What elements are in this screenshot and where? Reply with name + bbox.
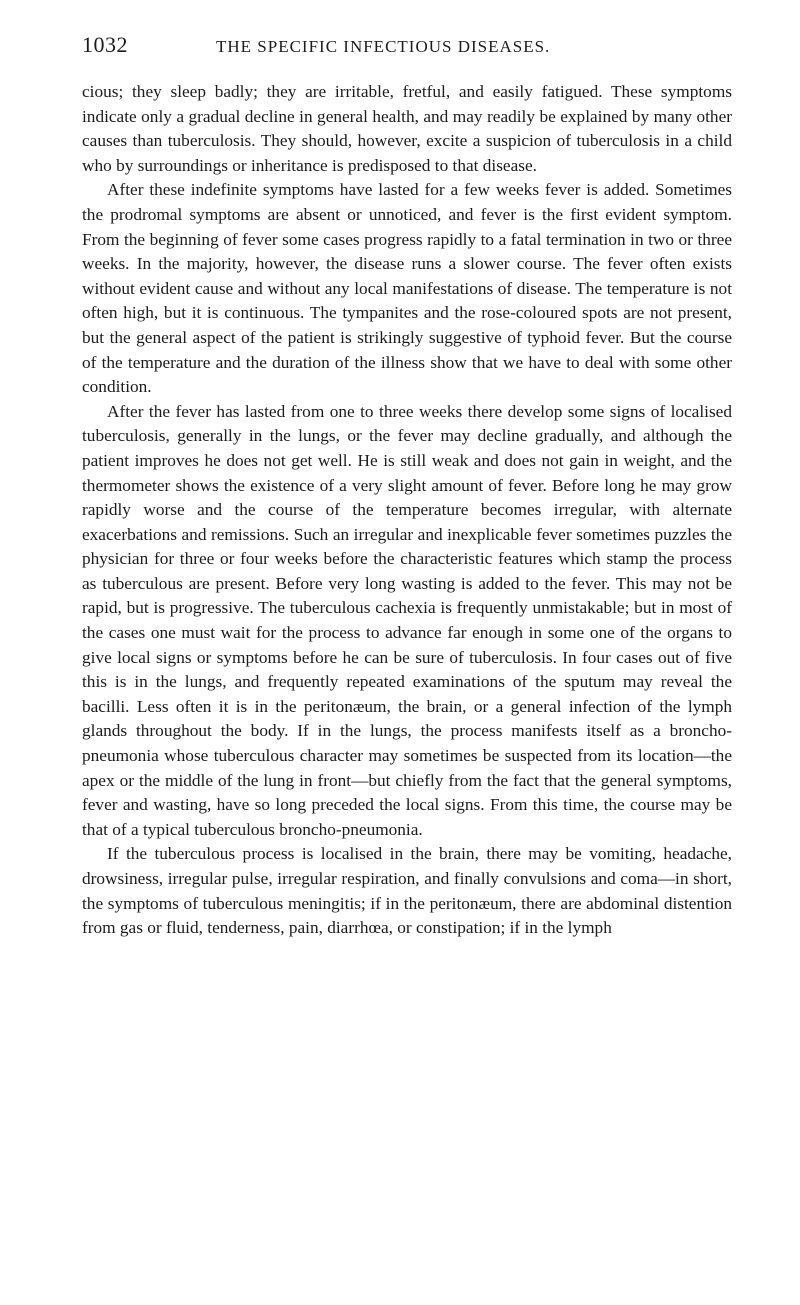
page-number: 1032 [82,32,128,57]
book-page [82,32,732,941]
running-head [82,32,732,62]
running-title: THE SPECIFIC INFECTIOUS DISEASES. [216,37,551,56]
paragraph-brain-localisation: If the tuberculous process is localised in the brain, there may be vomiting, headache, drowsiness, irregular pulse, irregular respiration, and finally convulsions and coma—in short, the symptoms of tuberculous meningitis; if in the peritonæum, there are abdominal distention from gas or fluid, tenderness, pain, diarrhœa, or constipation; if in the lymph [82,844,732,938]
paragraph-fever-onset: After these indefinite symptoms have lasted for a few weeks fever is added. Sometimes the prodromal symptoms are absent or unnoticed, and fever is the first evident symptom. From the beginning of fever some cases progress rapidly to a fatal termination in two or three weeks. In the majority, however, the disease runs a slower course. The fever often exists without evident cause and without any local manifestations of disease. The temperature is not often high, but it is continuous. The tympanites and the rose-coloured spots are not present, but the general aspect of the patient is strikingly suggestive of typhoid fever. But the course of the temperature and the duration of the illness show that we have to deal with some other condition. [82,180,732,397]
body-text [82,80,732,941]
paragraph-localised-signs: After the fever has lasted from one to three weeks there develop some signs of localised tuberculosis, generally in the lungs, or the fever may decline gradually, and although the patient improves he does not get well. He is still weak and does not gain in weight, and the thermometer shows the existence of a very slight amount of fever. Before long he may grow rapidly worse and the course of the temperature becomes irregular, with alternate exacerbations and remissions. Such an irregular and inexplicable fever sometimes puzzles the physician for three or four weeks before the characteristic features which stamp the process as tuberculous are present. Before very long wasting is added to the fever. This may not be rapid, but is progressive. The tuberculous cachexia is frequently unmistakable; but in most of the cases one must wait for the process to advance far enough in some one of the organs to give local signs or symptoms before he can be sure of tuberculosis. In four cases out of five this is in the lungs, and frequently repeated examinations of the sputum may reveal the bacilli. Less often it is in the peritonæum, the brain, or a general infection of the lymph glands throughout the body. If in the lungs, the process manifests itself as a broncho-pneumonia whose tuberculous character may sometimes be suspected from its location—the apex or the middle of the lung in front—but chiefly from the fact that the general symptoms, fever and wasting, have so long preceded the local signs. From this time, the course may be that of a typical tuberculous broncho-pneumonia. [82,401,732,839]
paragraph-continued: cious; they sleep badly; they are irritable, fretful, and easily fatigued. These symptoms indicate only a gradual decline in general health, and may readily be explained by many other causes than tuberculosis. They should, however, excite a suspicion of tuberculosis in a child who by surroundings or inheritance is predisposed to that disease. [82,82,732,175]
